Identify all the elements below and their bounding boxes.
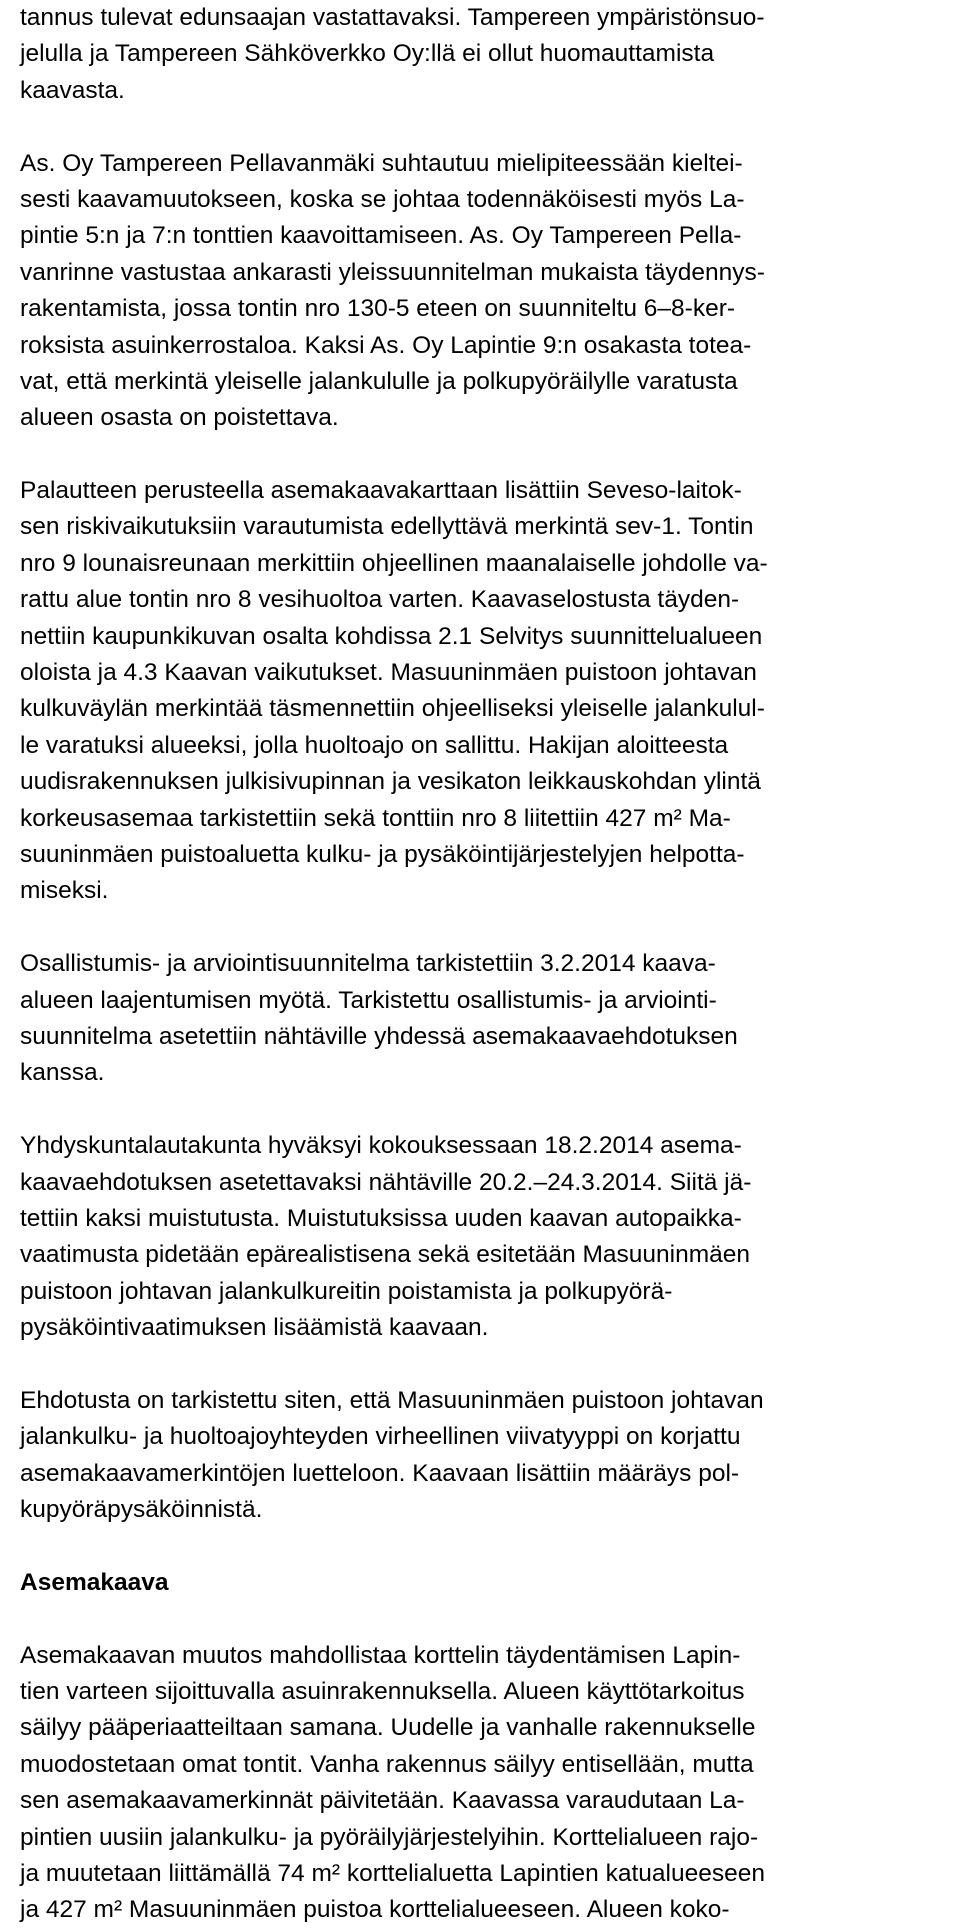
text-line: Yhdyskuntalautakunta hyväksyi kokouksessaan 18.2.2014 asema- bbox=[20, 1132, 742, 1160]
text-line: jelulla ja Tampereen Sähköverkko Oy:llä ei ollut huomauttamista bbox=[20, 40, 715, 68]
paragraph-lautakunta bbox=[20, 1128, 955, 1346]
paragraph-gap bbox=[20, 437, 955, 473]
text-line: As. Oy Tampereen Pellavanmäki suhtautuu mielipiteessään kieltei- bbox=[20, 149, 743, 177]
text-line: ja 427 m² Masuuninmäen puistoa korttelialueeseen. Alueen koko- bbox=[20, 1896, 730, 1924]
paragraph-tarkistus bbox=[20, 1383, 955, 1529]
paragraph-asemakaava bbox=[20, 1638, 955, 1929]
text-line: sen riskivaikutuksiin varautumista edellyttävä merkintä sev-1. Tontin bbox=[20, 513, 754, 541]
text-line: roksista asuinkerrostaloa. Kaksi As. Oy Lapintie 9:n osakasta totea- bbox=[20, 331, 752, 359]
text-line: asemakaavamerkintöjen luetteloon. Kaavaan lisättiin määräys pol- bbox=[20, 1459, 740, 1487]
paragraph-palaute bbox=[20, 473, 955, 910]
text-line: sen asemakaavamerkinnät päivitetään. Kaavassa varaudutaan La- bbox=[20, 1787, 745, 1815]
text-line: kaavasta. bbox=[20, 76, 125, 104]
text-line: Asemakaavan muutos mahdollistaa korttelin täydentämisen Lapin- bbox=[20, 1641, 741, 1669]
paragraph-mielipiteet bbox=[20, 146, 955, 437]
text-line: suuninmäen puistoaluetta kulku- ja pysäköintijärjestelyjen helpotta- bbox=[20, 840, 745, 868]
text-line: tien varteen sijoittuvalla asuinrakennuksella. Alueen käyttötarkoitus bbox=[20, 1677, 745, 1705]
text-line: muodostetaan omat tontit. Vanha rakennus säilyy entisellään, mutta bbox=[20, 1750, 754, 1778]
text-line: jalankulku- ja huoltoajoyhteyden virheellinen viivatyyppi on korjattu bbox=[20, 1423, 741, 1451]
text-line: alueen osasta on poistettava. bbox=[20, 404, 339, 432]
text-line: Osallistumis- ja arviointisuunnitelma tarkistettiin 3.2.2014 kaava- bbox=[20, 950, 716, 978]
text-line: säilyy pääperiaatteiltaan samana. Uudelle ja vanhalle rakennukselle bbox=[20, 1714, 756, 1742]
text-line: rakentamista, jossa tontin nro 130-5 eteen on suunniteltu 6–8-ker- bbox=[20, 295, 736, 323]
text-line: nettiin kaupunkikuvan osalta kohdissa 2.1 Selvitys suunnittelualueen bbox=[20, 622, 763, 650]
text-line: tannus tulevat edunsaajan vastattavaksi. Tampereen ympäristönsuo- bbox=[20, 4, 765, 31]
paragraph-osallistumissuunnitelma bbox=[20, 946, 955, 1092]
text-line: kupyöräpysäköinnistä. bbox=[20, 1496, 263, 1524]
text-line: Palautteen perusteella asemakaavakarttaan lisättiin Seveso-laitok- bbox=[20, 477, 742, 505]
text-line: pysäköintivaatimuksen lisäämistä kaavaan. bbox=[20, 1314, 489, 1342]
text-line: rattu alue tontin nro 8 vesihuoltoa varten. Kaavaselostusta täyden- bbox=[20, 586, 740, 614]
text-line: Ehdotusta on tarkistettu siten, että Masuuninmäen puistoon johtavan bbox=[20, 1386, 764, 1414]
paragraph-gap bbox=[20, 109, 955, 145]
text-line: vat, että merkintä yleiselle jalankululle ja polkupyöräilylle varatusta bbox=[20, 367, 738, 395]
text-line: uudisrakennuksen julkisivupinnan ja vesikaton leikkauskohdan ylintä bbox=[20, 768, 761, 796]
paragraph-gap bbox=[20, 1528, 955, 1564]
text-line: alueen laajentumisen myötä. Tarkistettu osallistumis- ja arviointi- bbox=[20, 986, 717, 1014]
text-line: pintie 5:n ja 7:n tonttien kaavoittamiseen. As. Oy Tampereen Pella- bbox=[20, 222, 742, 250]
text-line: tettiin kaksi muistutusta. Muistutuksissa uuden kaavan autopaikka- bbox=[20, 1204, 742, 1232]
text-line: korkeusasemaa tarkistettiin sekä tonttiin nro 8 liitettiin 427 m² Ma- bbox=[20, 804, 731, 832]
paragraph-gap bbox=[20, 910, 955, 946]
paragraph-gap bbox=[20, 1092, 955, 1128]
text-line: miseksi. bbox=[20, 877, 109, 905]
text-line: pintien uusiin jalankulku- ja pyöräilyjärjestelyihin. Korttelialueen rajo- bbox=[20, 1823, 759, 1851]
text-line: kaavaehdotuksen asetettavaksi nähtäville 20.2.–24.3.2014. Siitä jä- bbox=[20, 1168, 752, 1196]
paragraph-gap bbox=[20, 1346, 955, 1382]
text-line: nro 9 lounaisreunaan merkittiin ohjeellinen maanalaiselle johdolle va- bbox=[20, 549, 768, 577]
text-line: suunnitelma asetettiin nähtäville yhdessä asemakaavaehdotuksen bbox=[20, 1022, 738, 1050]
text-line: ja muutetaan liittämällä 74 m² korttelialuetta Lapintien katualueeseen bbox=[20, 1859, 765, 1887]
section-heading: Asemakaava bbox=[20, 1568, 169, 1596]
text-line: kanssa. bbox=[20, 1059, 105, 1087]
text-line: le varatuksi alueeksi, jolla huoltoajo on sallittu. Hakijan aloitteesta bbox=[20, 731, 729, 759]
text-line: puistoon johtavan jalankulkureitin poistamista ja polkupyörä- bbox=[20, 1277, 673, 1305]
text-line: vanrinne vastustaa ankarasti yleissuunnitelman mukaista täydennys- bbox=[20, 258, 765, 286]
text-line: sesti kaavamuutokseen, koska se johtaa todennäköisesti myös La- bbox=[20, 185, 745, 213]
text-line: kulkuväylän merkintää täsmennettiin ohjeelliseksi yleiselle jalankulul- bbox=[20, 695, 765, 723]
document-page bbox=[20, 0, 955, 1929]
text-line: vaatimusta pidetään epärealistisena sekä esitetään Masuuninmäen bbox=[20, 1241, 751, 1269]
text-line: oloista ja 4.3 Kaavan vaikutukset. Masuuninmäen puistoon johtavan bbox=[20, 659, 757, 687]
paragraph-edunsaaja bbox=[20, 0, 955, 109]
paragraph-gap bbox=[20, 1601, 955, 1637]
